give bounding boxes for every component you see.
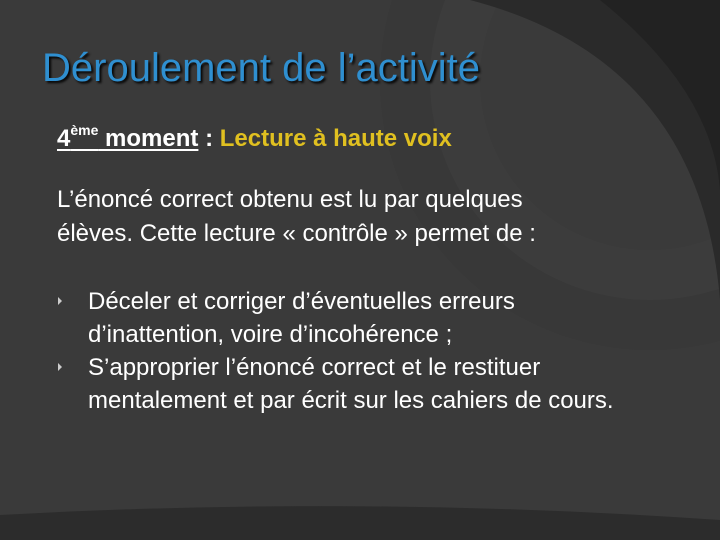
heading-separator: : (198, 125, 220, 152)
bullet-item (57, 351, 637, 417)
bullet-list (57, 285, 637, 417)
ordinal-number: 4 (57, 125, 71, 152)
bullet-text: Déceler et corriger d’éventuelles erreurs d’inattention, voire d’incohérence ; (88, 288, 515, 348)
ordinal-word: moment (98, 125, 199, 152)
moment-heading (57, 122, 452, 156)
ordinal-suffix: ème (70, 122, 99, 138)
bullet-item (57, 285, 637, 351)
slide-title: Déroulement de l’activité (42, 46, 480, 90)
moment-ordinal (57, 122, 199, 152)
intro-paragraph (57, 183, 657, 251)
moment-topic: Lecture à haute voix (219, 125, 452, 152)
intro-line-2: élèves. Cette lecture « contrôle » permet de : (57, 220, 536, 247)
bullet-text: S’approprier l’énoncé correct et le restituer mentalement et par écrit sur les cahiers de cours. (88, 354, 614, 414)
intro-line-1: L’énoncé correct obtenu est lu par quelques (57, 186, 523, 213)
bullet-icon (57, 363, 63, 371)
bullet-icon (57, 297, 63, 305)
